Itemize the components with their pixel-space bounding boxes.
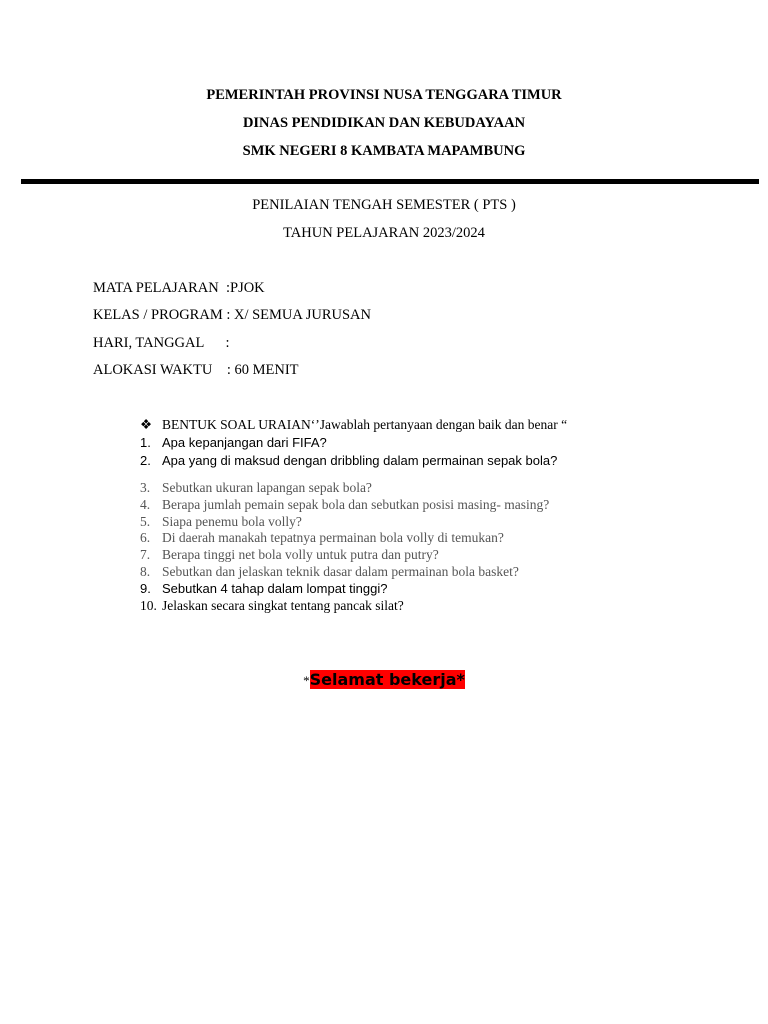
exam-title: PENILAIAN TENGAH SEMESTER ( PTS ) xyxy=(252,197,516,213)
question-item xyxy=(140,530,504,546)
question-number: 9. xyxy=(140,581,151,596)
header-line-province: PEMERINTAH PROVINSI NUSA TENGGARA TIMUR xyxy=(206,87,562,103)
question-item xyxy=(140,598,404,614)
question-item xyxy=(140,547,439,563)
question-item xyxy=(140,581,388,596)
instructions xyxy=(140,417,567,433)
question-item xyxy=(140,435,327,450)
question-item xyxy=(140,514,302,530)
question-number: 8. xyxy=(140,564,151,579)
question-number: 7. xyxy=(140,547,151,562)
question-text: Sebutkan dan jelaskan teknik dasar dalam permainan bola basket? xyxy=(162,564,519,579)
closing-message xyxy=(0,670,768,690)
question-text: Apa kepanjangan dari FIFA? xyxy=(162,435,327,450)
closing-prefix: * xyxy=(303,673,310,688)
header-line-school: SMK NEGERI 8 KAMBATA MAPAMBUNG xyxy=(242,143,526,159)
question-text: Berapa jumlah pemain sepak bola dan sebutkan posisi masing- masing? xyxy=(162,497,550,512)
info-date: HARI, TANGGAL : xyxy=(93,335,230,351)
diamond-bullet-icon: ❖ xyxy=(140,417,153,432)
question-number: 4. xyxy=(140,497,151,512)
question-number: 10. xyxy=(140,598,157,613)
info-class: KELAS / PROGRAM : X/ SEMUA JURUSAN xyxy=(93,307,371,323)
question-number: 1. xyxy=(140,435,151,450)
question-number: 3. xyxy=(140,480,151,495)
question-item xyxy=(140,480,372,496)
question-text: Sebutkan 4 tahap dalam lompat tinggi? xyxy=(162,581,388,596)
question-number: 2. xyxy=(140,453,151,468)
exam-year: TAHUN PELAJARAN 2023/2024 xyxy=(283,225,485,241)
question-text: Di daerah manakah tepatnya permainan bola volly di temukan? xyxy=(162,530,504,545)
question-text: Jelaskan secara singkat tentang pancak silat? xyxy=(162,598,404,613)
instructions-text: BENTUK SOAL URAIAN‘’Jawablah pertanyaan dengan baik dan benar “ xyxy=(162,417,568,432)
header-divider xyxy=(21,179,759,184)
question-number: 6. xyxy=(140,530,151,545)
question-text: Siapa penemu bola volly? xyxy=(162,514,302,529)
info-time: ALOKASI WAKTU : 60 MENIT xyxy=(93,362,299,378)
info-subject: MATA PELAJARAN :PJOK xyxy=(93,280,265,296)
question-text: Apa yang di maksud dengan dribbling dalam permainan sepak bola? xyxy=(162,453,558,468)
closing-highlight: Selamat bekerja* xyxy=(309,670,465,689)
question-number: 5. xyxy=(140,514,151,529)
question-text: Berapa tinggi net bola volly untuk putra dan putry? xyxy=(162,547,439,562)
header-line-department: DINAS PENDIDIKAN DAN KEBUDAYAAN xyxy=(242,115,526,131)
question-item xyxy=(140,564,519,580)
question-text: Sebutkan ukuran lapangan sepak bola? xyxy=(162,480,372,495)
question-item xyxy=(140,453,557,468)
question-item xyxy=(140,497,549,513)
